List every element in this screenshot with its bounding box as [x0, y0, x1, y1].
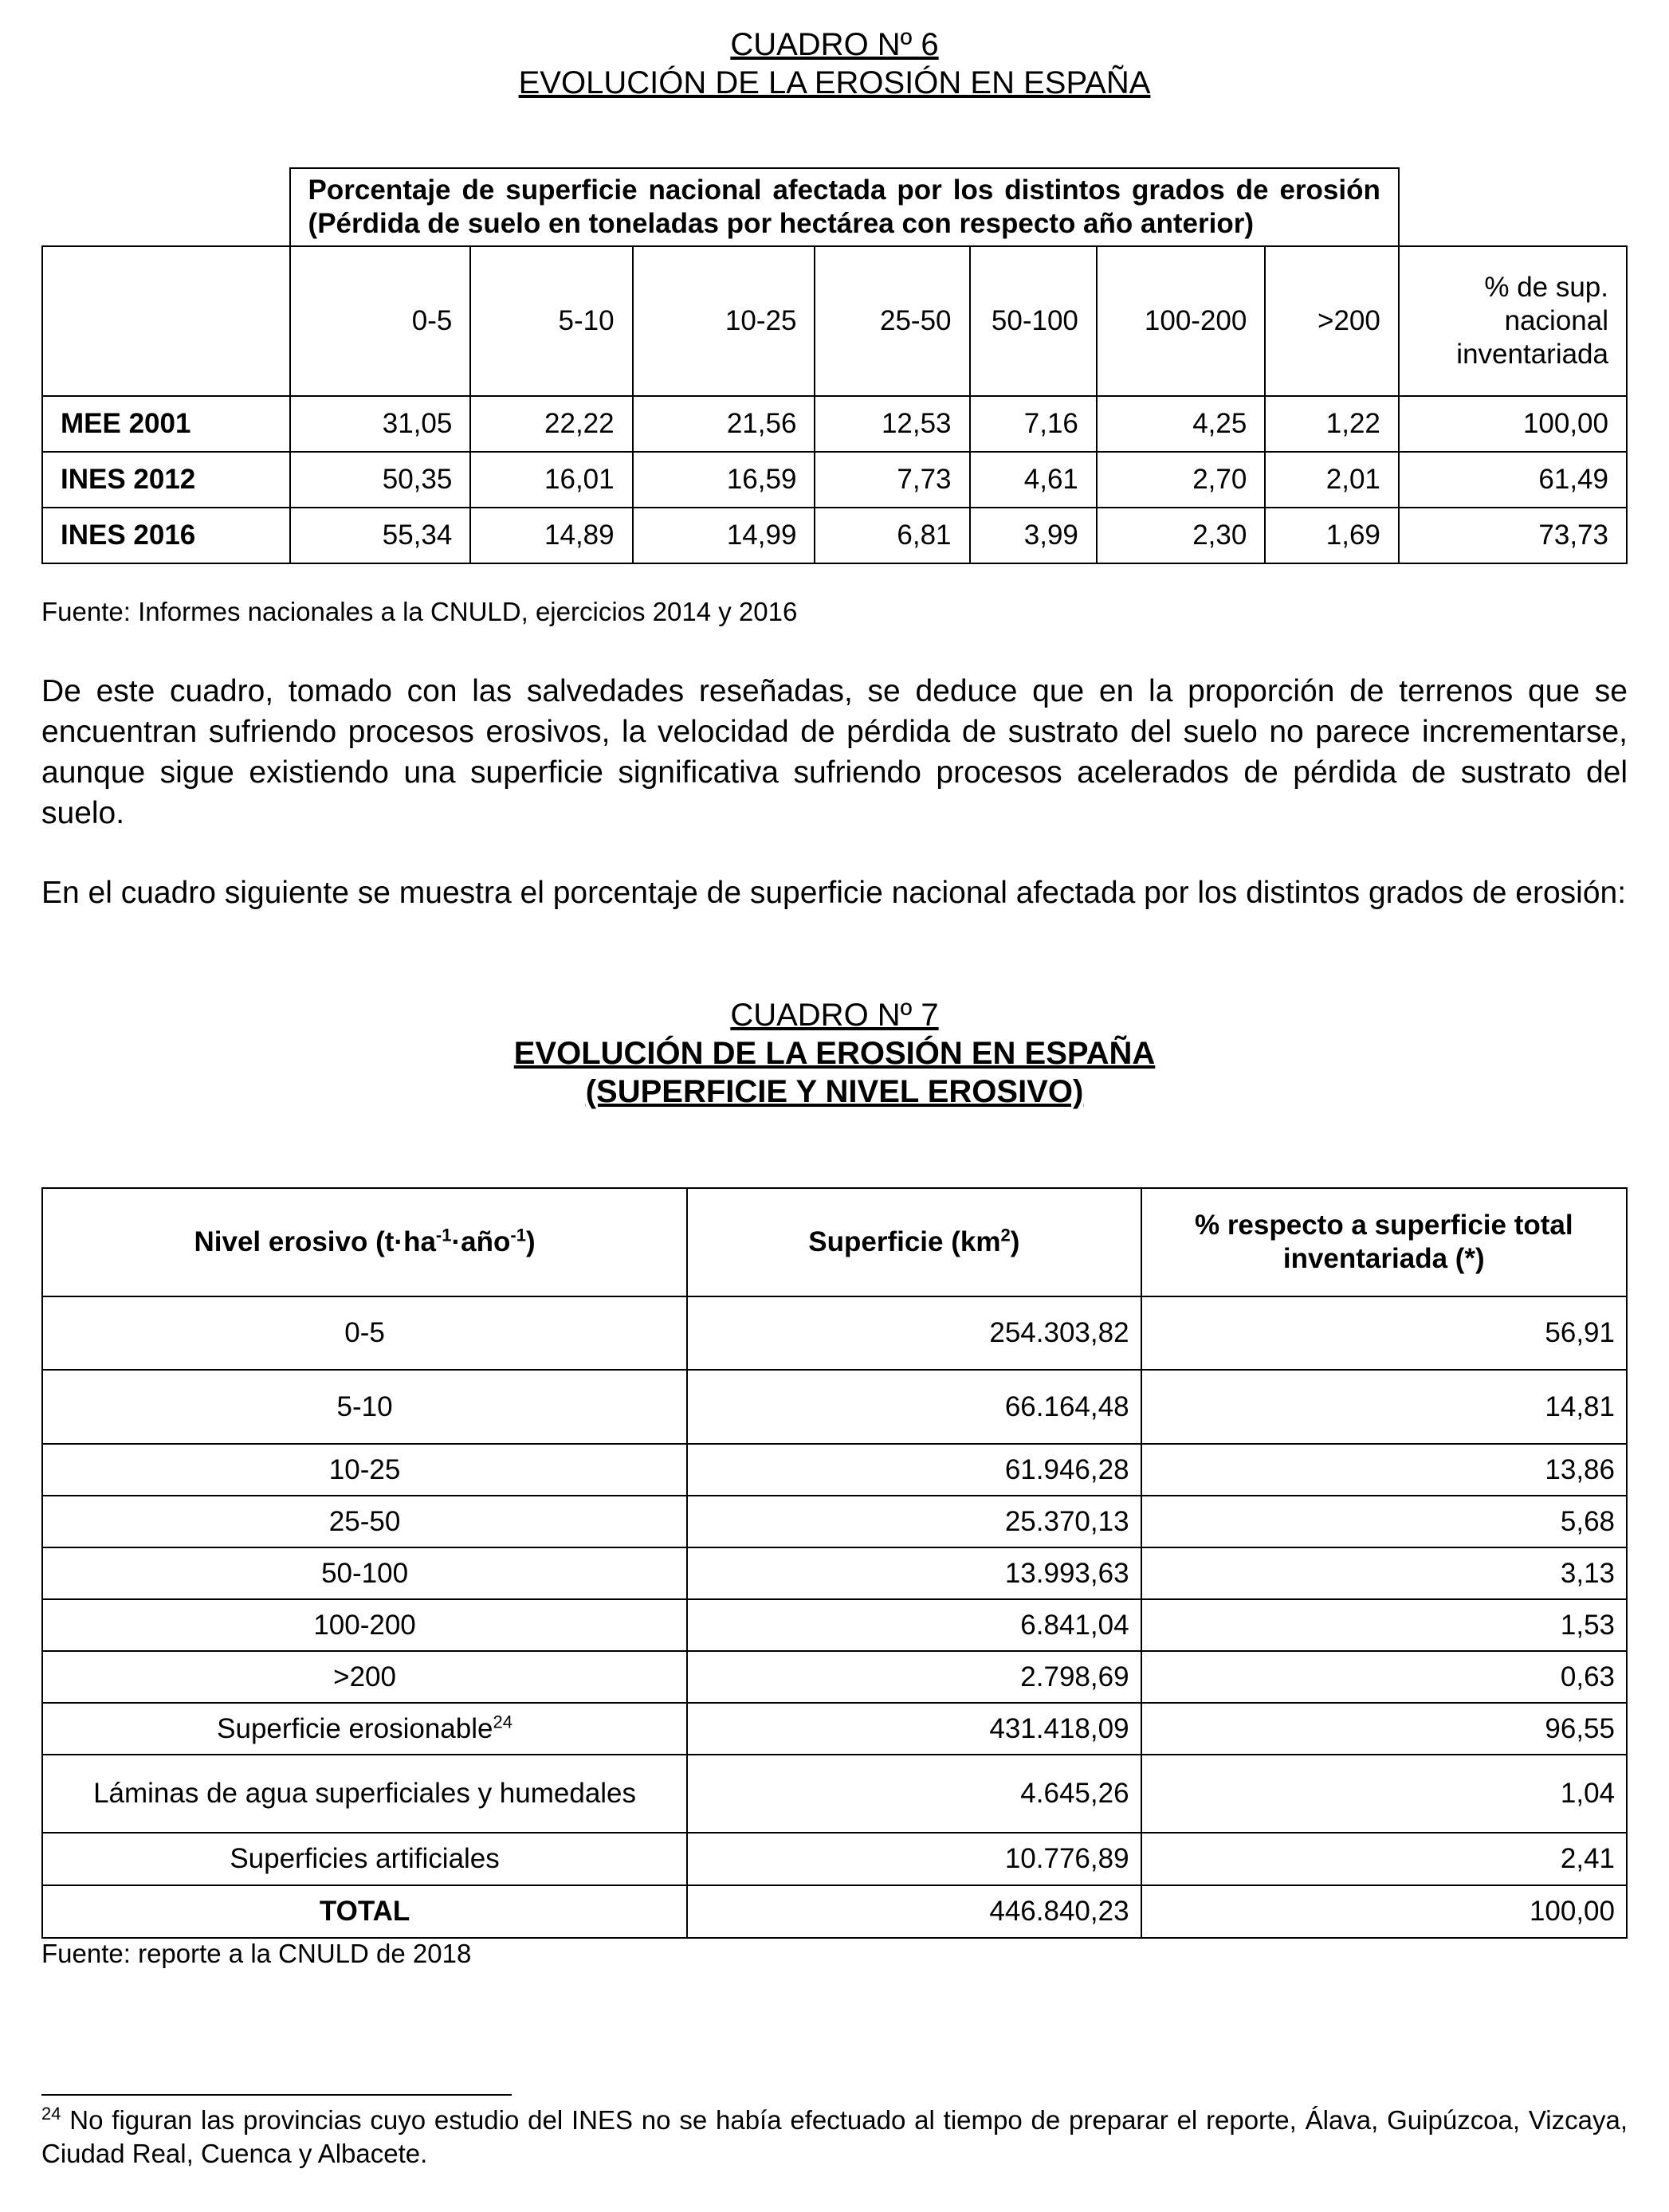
table-cell: 2,01: [1265, 452, 1399, 508]
table-cell: 1,04: [1141, 1755, 1627, 1833]
row-label: 100-200: [42, 1599, 687, 1651]
table-cell: 13.993,63: [687, 1547, 1141, 1599]
table-row: [42, 1296, 1627, 1370]
table-cell: 66.164,48: [687, 1370, 1141, 1444]
header-text: ): [525, 1226, 536, 1257]
table-cell: 61,49: [1399, 452, 1627, 508]
cuadro6-col-header: 50-100: [970, 246, 1097, 396]
table-row-total: [42, 1885, 1627, 1938]
footnote-text: No figuran las provincias cuyo estudio del INES no se había efectuado al tiempo de preparar el reporte, Álava, Guipúzcoa, Vizcaya, Ciudad Real, Cuenca y Albacete.: [41, 2105, 1628, 2168]
cuadro7-title-line3: (SUPERFICIE Y NIVEL EROSIVO): [585, 1074, 1084, 1109]
table-cell: 14,99: [633, 508, 815, 563]
table-cell: 7,16: [970, 396, 1097, 452]
table-row: [42, 1496, 1627, 1547]
table-row: [42, 1444, 1627, 1496]
paragraph-1: De este cuadro, tomado con las salvedades reseñadas, se deduce que en la proporción de terrenos que se encuentran sufriendo procesos erosivos, la velocidad de pérdida de sustrato del suelo no parece incrementarse, aunque sigue existiendo una superficie significativa sufriendo procesos acelerados de pérdida de sustrato del suelo.: [41, 674, 1628, 830]
table-cell: 12,53: [815, 396, 969, 452]
table-row: [42, 1703, 1627, 1755]
table-cell: 4.645,26: [687, 1755, 1141, 1833]
table-cell: 1,22: [1265, 396, 1399, 452]
table-cell: 100,00: [1141, 1885, 1627, 1938]
table-cell: 7,73: [815, 452, 969, 508]
cuadro7-title-line2: EVOLUCIÓN DE LA EROSIÓN EN ESPAÑA: [513, 1036, 1156, 1071]
table-cell: 3,99: [970, 508, 1097, 563]
cuadro6-group-header-row: [42, 168, 1627, 246]
table-cell: 96,55: [1141, 1703, 1627, 1755]
table-cell: 14,81: [1141, 1370, 1627, 1444]
header-superscript: -1: [510, 1225, 526, 1245]
table-cell: 56,91: [1141, 1296, 1627, 1370]
table-cell: 2.798,69: [687, 1651, 1141, 1703]
cuadro6-col-header-inventariada: % de sup. nacional inventariada: [1399, 246, 1627, 396]
table-cell: 1,69: [1265, 508, 1399, 563]
footnote-number: 24: [41, 2104, 61, 2124]
cuadro7-header-pct: % respecto a superficie total inventariada (*): [1141, 1188, 1627, 1296]
cuadro6-col-header: 5-10: [470, 246, 632, 396]
table-row: [42, 1370, 1627, 1444]
table-cell: 5,68: [1141, 1496, 1627, 1547]
row-label: 25-50: [42, 1496, 687, 1547]
cuadro6-column-header-row: [42, 246, 1627, 396]
header-superscript: 2: [1000, 1225, 1011, 1245]
table-cell: 50,35: [290, 452, 471, 508]
table-row: [42, 1547, 1627, 1599]
cuadro6-group-header: Porcentaje de superficie nacional afectada por los distintos grados de erosión (Pérdida de suelo en toneladas por hectárea con respecto año anterior): [290, 168, 1399, 246]
table-cell: 16,01: [470, 452, 632, 508]
cuadro7-header-row: [42, 1188, 1627, 1296]
table-cell: 1,53: [1141, 1599, 1627, 1651]
cuadro7-title: [41, 996, 1628, 1111]
footnote-ref: 24: [493, 1711, 512, 1732]
footnote: [41, 2104, 1628, 2171]
table-row: [42, 396, 1627, 452]
cuadro6-col-header: 10-25: [633, 246, 815, 396]
row-label-text: Superficie erosionable: [217, 1712, 493, 1744]
cuadro7-header-superficie: [687, 1188, 1141, 1296]
table-row: [42, 1755, 1627, 1833]
cuadro6-col-header: 100-200: [1097, 246, 1265, 396]
table-cell: 61.946,28: [687, 1444, 1141, 1496]
row-label: 50-100: [42, 1547, 687, 1599]
cuadro7-table: [41, 1187, 1628, 1939]
table-cell: 31,05: [290, 396, 471, 452]
cuadro6-col-header: 25-50: [815, 246, 969, 396]
table-cell: 100,00: [1399, 396, 1627, 452]
row-label: >200: [42, 1651, 687, 1703]
row-label: MEE 2001: [42, 396, 290, 452]
header-text: Nivel erosivo (t·ha: [194, 1226, 436, 1257]
table-row: [42, 452, 1627, 508]
header-text: ): [1010, 1226, 1020, 1257]
table-row: [42, 1651, 1627, 1703]
table-cell: 2,41: [1141, 1833, 1627, 1885]
table-cell: 2,30: [1097, 508, 1265, 563]
table-cell: 446.840,23: [687, 1885, 1141, 1938]
row-label: Superficies artificiales: [42, 1833, 687, 1885]
row-label: 10-25: [42, 1444, 687, 1496]
footnote-separator: [41, 2094, 512, 2096]
cuadro6-title: [41, 25, 1628, 102]
table-cell: 254.303,82: [687, 1296, 1141, 1370]
table-cell: 4,61: [970, 452, 1097, 508]
table-cell: 3,13: [1141, 1547, 1627, 1599]
table-cell: 13,86: [1141, 1444, 1627, 1496]
table-cell: 16,59: [633, 452, 815, 508]
table-cell: 25.370,13: [687, 1496, 1141, 1547]
table-cell: 55,34: [290, 508, 471, 563]
cuadro6-title-line1: CUADRO Nº 6: [730, 27, 939, 62]
table-cell: 22,22: [470, 396, 632, 452]
table-cell: 0,63: [1141, 1651, 1627, 1703]
table-cell: 431.418,09: [687, 1703, 1141, 1755]
row-label: INES 2012: [42, 452, 290, 508]
cuadro6-title-line2: EVOLUCIÓN DE LA EROSIÓN EN ESPAÑA: [518, 65, 1151, 100]
table-cell: 4,25: [1097, 396, 1265, 452]
row-label: 0-5: [42, 1296, 687, 1370]
header-text: ·año: [451, 1226, 511, 1257]
row-label: INES 2016: [42, 508, 290, 563]
cuadro6-col-header: 0-5: [290, 246, 471, 396]
cuadro6-empty-cell: [42, 168, 290, 246]
table-row: [42, 1833, 1627, 1885]
row-label-erosionable: [42, 1703, 687, 1755]
table-cell: 2,70: [1097, 452, 1265, 508]
cuadro6-empty-cell: [1399, 168, 1627, 246]
table-cell: 14,89: [470, 508, 632, 563]
row-label: 5-10: [42, 1370, 687, 1444]
table-cell: 10.776,89: [687, 1833, 1141, 1885]
cuadro6-empty-header-cell: [42, 246, 290, 396]
cuadro6-table: [41, 167, 1628, 564]
table-row: [42, 1599, 1627, 1651]
table-cell: 21,56: [633, 396, 815, 452]
paragraph-2: En el cuadro siguiente se muestra el porcentaje de superficie nacional afectada por los distintos grados de erosión:: [41, 876, 1627, 910]
table-row: [42, 508, 1627, 563]
cuadro6-source: Fuente: Informes nacionales a la CNULD, ejercicios 2014 y 2016: [41, 597, 798, 626]
header-superscript: -1: [435, 1225, 452, 1245]
header-text: Superficie (km: [808, 1226, 1001, 1257]
row-label-total: TOTAL: [42, 1885, 687, 1938]
table-cell: 6,81: [815, 508, 969, 563]
cuadro6-col-header: >200: [1265, 246, 1399, 396]
table-cell: 73,73: [1399, 508, 1627, 563]
cuadro7-source: Fuente: reporte a la CNULD de 2018: [41, 1939, 472, 1968]
cuadro7-title-line1: CUADRO Nº 7: [730, 998, 939, 1033]
table-cell: 6.841,04: [687, 1599, 1141, 1651]
cuadro7-header-nivel: [42, 1188, 687, 1296]
row-label: Láminas de agua superficiales y humedales: [42, 1755, 687, 1833]
